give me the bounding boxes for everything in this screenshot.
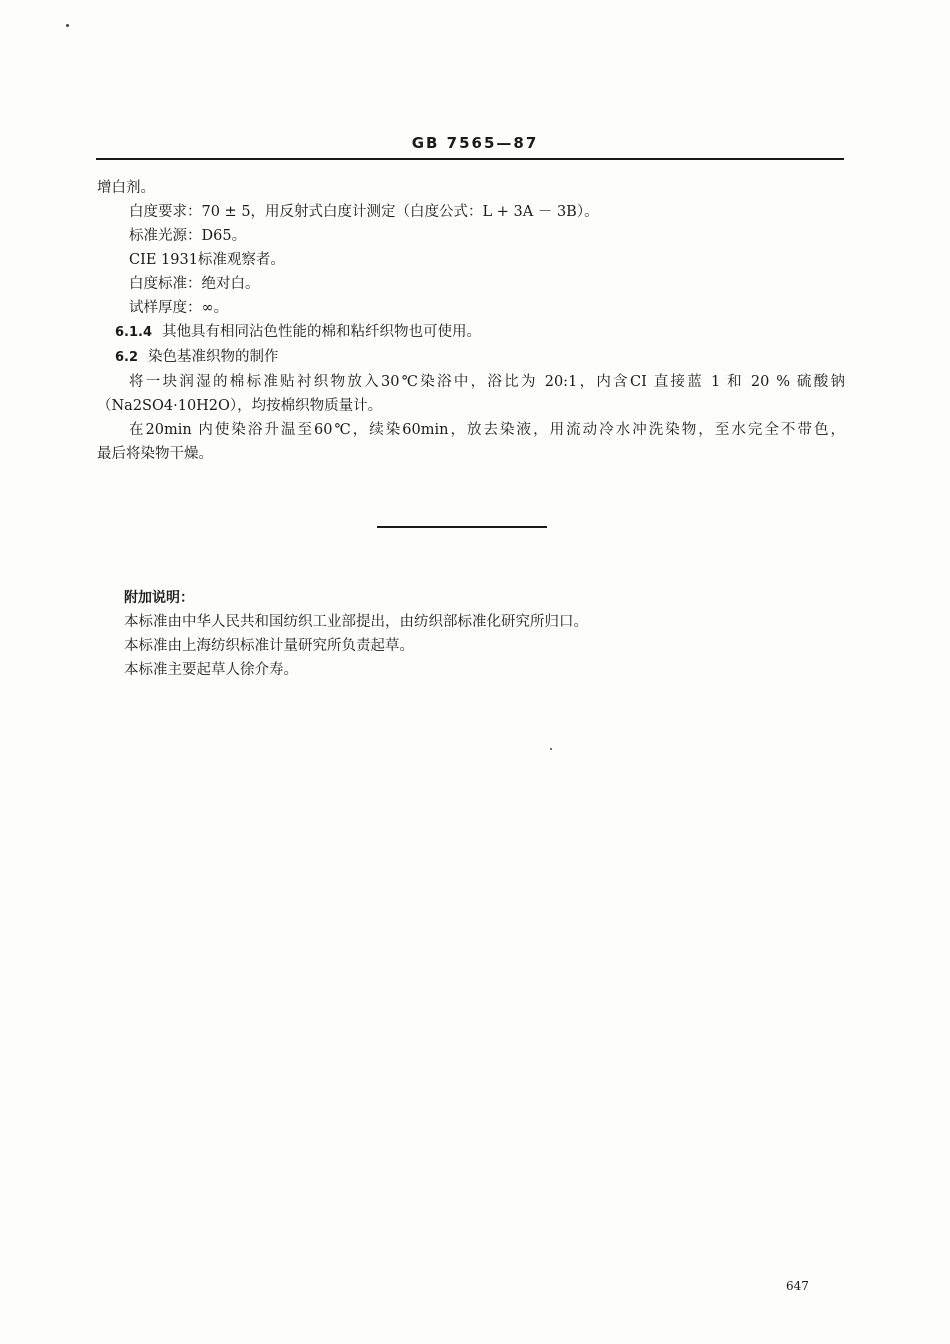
scan-speck: [550, 748, 552, 750]
light-source: 标准光源：D65。: [129, 228, 247, 244]
notes-item: 本标准由中华人民共和国纺织工业部提出，由纺织部标准化研究所归口。: [124, 614, 588, 630]
heating-paragraph-line-1: 在20min 内使染浴升温至60℃，续染60min，放去染液，用流动冷水冲洗染物，至水完全不带色，: [129, 422, 845, 438]
heating-paragraph-line-2: 最后将染物干燥。: [97, 446, 213, 462]
page-number: 647: [786, 1279, 809, 1293]
section-text: 其他具有相同沾色性能的棉和粘纤织物也可使用。: [162, 324, 482, 340]
document-body: [97, 176, 845, 466]
additional-notes: [124, 586, 824, 682]
header-divider: [96, 158, 844, 160]
whiteness-standard: 白度标准：绝对白。: [129, 276, 260, 292]
section-number: 6.1.4: [115, 325, 153, 340]
standard-observer: CIE 1931标准观察者。: [129, 252, 285, 268]
notes-item: 本标准主要起草人徐介寿。: [124, 662, 298, 678]
section-number: 6.2: [115, 350, 139, 365]
end-of-text-rule: [377, 526, 547, 528]
section-title: 染色基准织物的制作: [148, 349, 279, 365]
standard-code-header: GB 7565—87: [411, 134, 539, 152]
section-6-2: [97, 345, 845, 370]
sample-thickness: 试样厚度：∞。: [129, 300, 229, 316]
section-6-1-4: [97, 320, 845, 345]
text-line: 增白剂。: [97, 180, 155, 196]
notes-item: 本标准由上海纺织标准计量研究所负责起草。: [124, 638, 414, 654]
scan-speck: [66, 24, 69, 27]
notes-title: 附加说明：: [124, 590, 194, 606]
whiteness-requirement: 白度要求：70 ± 5，用反射式白度计测定（白度公式：L + 3A － 3B）。: [129, 204, 599, 220]
dyeing-paragraph-line-2: （Na2SO4·10H2O），均按棉织物质量计。: [97, 398, 383, 414]
dyeing-paragraph-line-1: 将一块润湿的棉标准贴衬织物放入30℃染浴中，浴比为 20:1，内含CI 直接蓝 1 和 20 % 硫酸钠: [129, 374, 845, 390]
